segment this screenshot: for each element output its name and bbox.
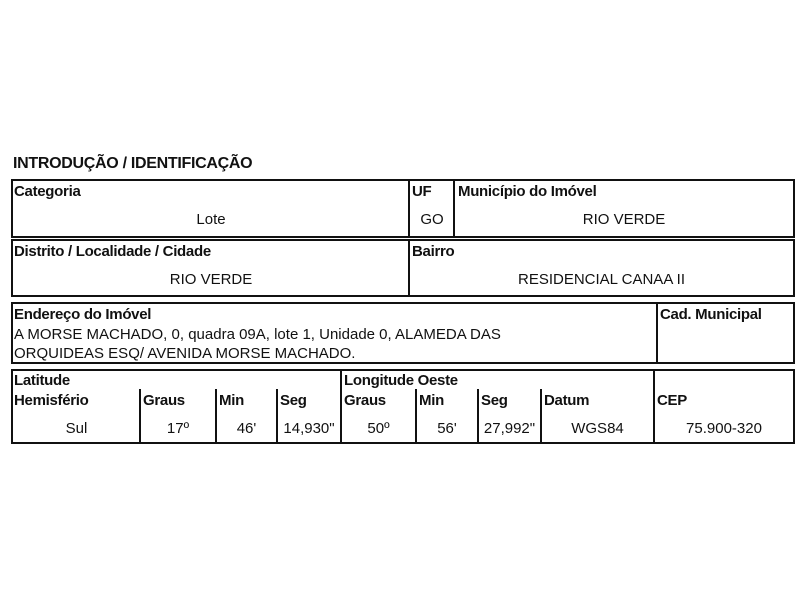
datum-label: Datum <box>544 392 590 409</box>
categoria-label: Categoria <box>14 183 81 200</box>
divider <box>11 369 795 371</box>
bairro-label: Bairro <box>412 243 455 260</box>
hemisferio-label: Hemisfério <box>14 392 89 409</box>
endereco-value <box>14 325 654 363</box>
lat-seg-value: 14,930" <box>283 420 335 437</box>
divider <box>11 295 795 297</box>
datum-value: WGS84 <box>571 420 624 437</box>
divider <box>11 239 13 297</box>
lat-graus-label: Graus <box>143 392 185 409</box>
divider <box>11 179 795 181</box>
divider <box>793 369 795 444</box>
endereco-label: Endereço do Imóvel <box>14 306 152 323</box>
divider <box>11 369 13 444</box>
divider <box>408 179 410 238</box>
divider <box>408 239 410 297</box>
lat-graus-value: 17º <box>166 420 190 437</box>
divider <box>11 442 795 444</box>
divider <box>793 179 795 238</box>
section-title: INTRODUÇÃO / IDENTIFICAÇÃO <box>13 155 253 172</box>
lon-graus-value: 50º <box>367 420 390 437</box>
municipio-value: RIO VERDE <box>582 211 666 228</box>
cad-municipal-label: Cad. Municipal <box>660 306 762 323</box>
endereco-line-2: ORQUIDEAS ESQ/ AVENIDA MORSE MACHADO. <box>14 345 356 362</box>
lat-seg-label: Seg <box>280 392 307 409</box>
divider <box>11 179 13 238</box>
lon-graus-label: Graus <box>344 392 386 409</box>
divider <box>793 302 795 364</box>
lat-min-label: Min <box>219 392 244 409</box>
divider <box>656 302 658 364</box>
divider <box>11 236 795 238</box>
lon-min-label: Min <box>419 392 444 409</box>
hemisferio-value: Sul <box>65 420 88 437</box>
distrito-label: Distrito / Localidade / Cidade <box>14 243 211 260</box>
divider <box>11 302 795 304</box>
categoria-value: Lote <box>196 211 226 228</box>
longitude-label: Longitude Oeste <box>344 372 458 389</box>
lon-min-value: 56' <box>437 420 457 437</box>
bairro-value: RESIDENCIAL CANAA II <box>518 271 685 288</box>
distrito-value: RIO VERDE <box>169 271 253 288</box>
divider <box>11 302 13 364</box>
divider <box>453 179 455 238</box>
cep-value: 75.900-320 <box>686 420 762 437</box>
latitude-label: Latitude <box>14 372 70 389</box>
municipio-label: Município do Imóvel <box>458 183 597 200</box>
endereco-line-1: A MORSE MACHADO, 0, quadra 09A, lote 1, Unidade 0, ALAMEDA DAS <box>14 326 501 343</box>
divider <box>793 239 795 297</box>
uf-value: GO <box>420 211 444 228</box>
uf-label: UF <box>412 183 432 200</box>
divider <box>11 239 795 241</box>
lon-seg-label: Seg <box>481 392 508 409</box>
lon-seg-value: 27,992" <box>483 420 536 437</box>
lat-min-value: 46' <box>236 420 257 437</box>
cep-label: CEP <box>657 392 687 409</box>
